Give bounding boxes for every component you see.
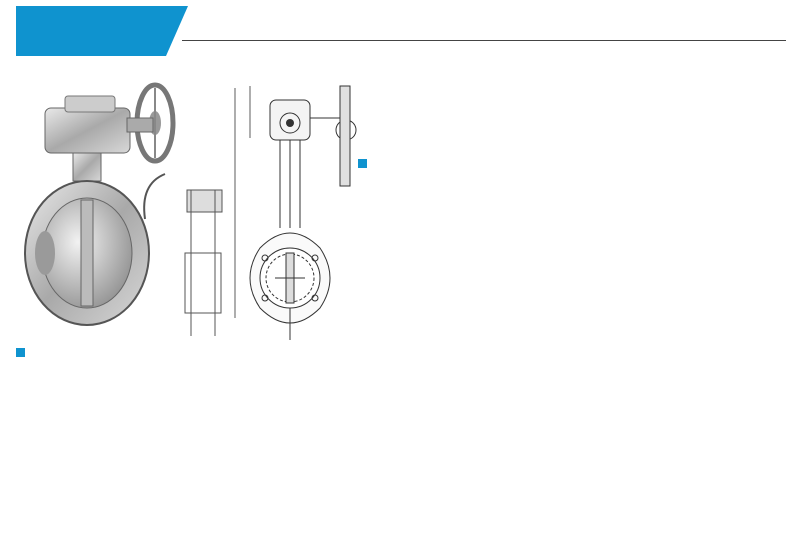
dimensions-header bbox=[16, 344, 792, 360]
valve-drawing bbox=[230, 78, 360, 348]
materials-title bbox=[358, 155, 776, 171]
pressure-badge bbox=[16, 6, 166, 56]
square-bullet-icon bbox=[16, 348, 25, 357]
square-bullet-icon bbox=[358, 159, 367, 168]
materials-section bbox=[358, 155, 776, 174]
valve-photo bbox=[15, 78, 230, 340]
badge-slant bbox=[166, 6, 188, 56]
title-divider bbox=[182, 40, 786, 41]
header bbox=[16, 6, 786, 58]
